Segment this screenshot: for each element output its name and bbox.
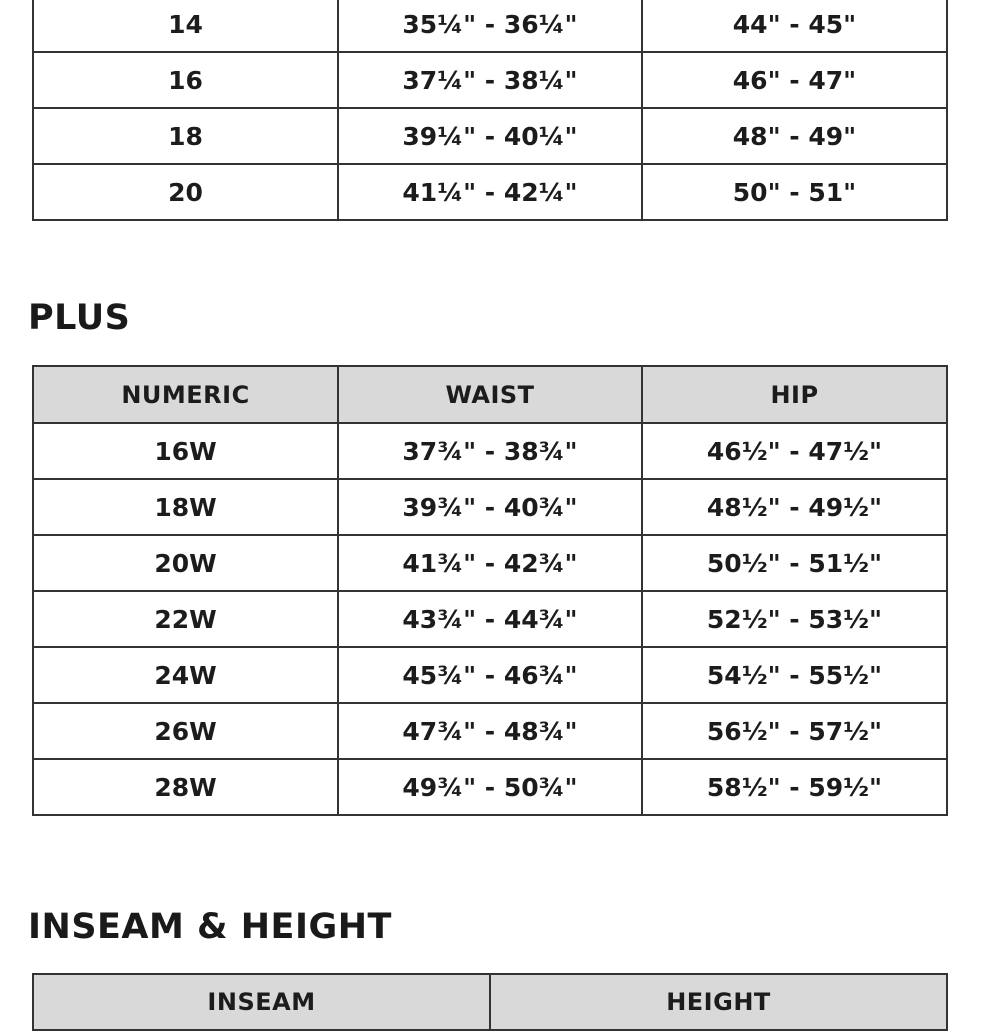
waist-cell: 41¾" - 42¾" xyxy=(338,535,642,591)
waist-cell: 37¾" - 38¾" xyxy=(338,423,642,479)
size-table-regular xyxy=(32,0,948,221)
size-cell: 28W xyxy=(33,759,338,815)
waist-cell: 45¾" - 46¾" xyxy=(338,647,642,703)
table-row xyxy=(33,52,947,108)
column-header-inseam: INSEAM xyxy=(33,974,490,1030)
size-cell: 18 xyxy=(33,108,338,164)
table-row xyxy=(33,759,947,815)
size-cell: 16 xyxy=(33,52,338,108)
waist-cell: 43¾" - 44¾" xyxy=(338,591,642,647)
waist-cell: 47¾" - 48¾" xyxy=(338,703,642,759)
size-cell: 18W xyxy=(33,479,338,535)
table-row xyxy=(33,423,947,479)
table-row xyxy=(33,164,947,220)
hip-cell: 48½" - 49½" xyxy=(642,479,947,535)
table-header-row xyxy=(33,366,947,423)
hip-cell: 56½" - 57½" xyxy=(642,703,947,759)
waist-cell: 39¼" - 40¼" xyxy=(338,108,642,164)
size-cell: 22W xyxy=(33,591,338,647)
size-table-plus xyxy=(32,365,948,816)
table-row xyxy=(33,703,947,759)
column-header-hip: HIP xyxy=(642,366,947,423)
size-cell: 26W xyxy=(33,703,338,759)
table-row xyxy=(33,535,947,591)
size-cell: 24W xyxy=(33,647,338,703)
hip-cell: 48" - 49" xyxy=(642,108,947,164)
table-header-row xyxy=(33,974,947,1030)
table-row xyxy=(33,479,947,535)
section-heading-plus: PLUS xyxy=(28,298,131,338)
hip-cell: 44" - 45" xyxy=(642,0,947,52)
table-row xyxy=(33,647,947,703)
waist-cell: 41¼" - 42¼" xyxy=(338,164,642,220)
column-header-numeric: NUMERIC xyxy=(33,366,338,423)
waist-cell: 35¼" - 36¼" xyxy=(338,0,642,52)
inseam-height-table xyxy=(32,973,948,1031)
table-row xyxy=(33,591,947,647)
size-cell: 20W xyxy=(33,535,338,591)
hip-cell: 50½" - 51½" xyxy=(642,535,947,591)
size-cell: 16W xyxy=(33,423,338,479)
size-cell: 20 xyxy=(33,164,338,220)
table-row xyxy=(33,0,947,52)
waist-cell: 49¾" - 50¾" xyxy=(338,759,642,815)
section-heading-inseam-height: INSEAM & HEIGHT xyxy=(28,907,392,947)
hip-cell: 58½" - 59½" xyxy=(642,759,947,815)
waist-cell: 37¼" - 38¼" xyxy=(338,52,642,108)
column-header-waist: WAIST xyxy=(338,366,642,423)
size-cell: 14 xyxy=(33,0,338,52)
waist-cell: 39¾" - 40¾" xyxy=(338,479,642,535)
hip-cell: 46" - 47" xyxy=(642,52,947,108)
table-row xyxy=(33,108,947,164)
hip-cell: 50" - 51" xyxy=(642,164,947,220)
column-header-height: HEIGHT xyxy=(490,974,947,1030)
hip-cell: 52½" - 53½" xyxy=(642,591,947,647)
hip-cell: 46½" - 47½" xyxy=(642,423,947,479)
hip-cell: 54½" - 55½" xyxy=(642,647,947,703)
